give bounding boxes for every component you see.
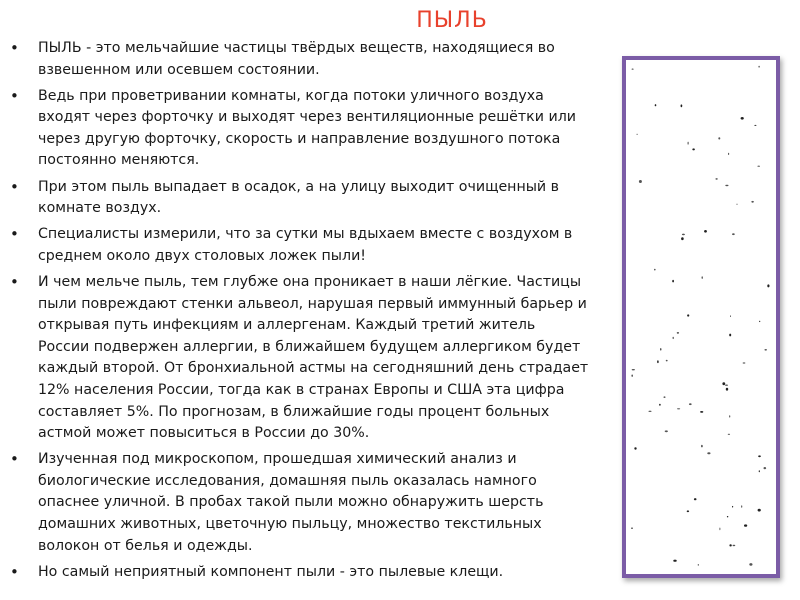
dust-speck [707, 452, 710, 454]
dust-speck [767, 284, 769, 287]
dust-speck [764, 349, 767, 351]
bullet-item: • При этом пыль выпадает в осадок, а на улицу выходит очищенный в комнате воздух. [10, 177, 590, 220]
dust-speck [637, 134, 638, 135]
dust-speck [681, 237, 684, 240]
dust-speck [741, 117, 744, 120]
dust-speck [722, 382, 725, 385]
dust-speck [665, 430, 668, 432]
dust-speck [754, 125, 756, 126]
slide-title [0, 8, 800, 33]
dust-speck [677, 332, 679, 333]
dust-speck [694, 498, 697, 500]
dust-speck [673, 337, 674, 339]
dust-speck [719, 528, 720, 531]
dust-speck [758, 509, 761, 512]
dust-speck [715, 178, 717, 180]
dust-speck [672, 280, 674, 283]
dust-speck [743, 362, 746, 363]
dust-particles-image [626, 60, 776, 574]
dust-speck [657, 360, 659, 363]
dust-speck [701, 445, 703, 448]
dust-speck [648, 411, 651, 412]
bullet-item: • Ведь при проветривании комнаты, когда потоки уличного воздуха входят через форточку и выходят через вентиляционные решётки или через другую форточку, скорость и направление воздушного потока постоянно меняются. [10, 86, 590, 172]
bullet-item: • Но самый неприятный компонент пыли - это пылевые клещи. [10, 562, 590, 584]
bullet-item: • Изученная под микроскопом, прошедшая химический анализ и биологические исследования, домашняя пыль оказалась намного опаснее уличной. В пробах такой пыли можно обнаружить шерсть домашних животных, цветочную пыльцу, множество текстильных волокон от белья и одежды. [10, 449, 590, 557]
dust-speck [702, 276, 703, 279]
dust-speck [733, 545, 736, 546]
slide-title-text: ПЫЛЬ [416, 8, 488, 33]
dust-speck [687, 314, 689, 316]
dust-speck [725, 385, 728, 386]
dust-speck [632, 369, 635, 370]
dust-speck [689, 403, 692, 405]
dust-speck [673, 560, 676, 562]
dust-speck [654, 269, 656, 271]
dust-speck [758, 66, 759, 68]
dust-speck [639, 180, 642, 183]
dust-speck [726, 388, 728, 391]
dust-speck [730, 316, 731, 317]
dust-speck [741, 505, 742, 508]
dust-speck [655, 104, 657, 106]
dust-speck [757, 166, 760, 167]
dust-speck [729, 415, 730, 417]
dust-speck [632, 69, 634, 70]
dust-speck [687, 510, 689, 512]
dust-speck [692, 148, 695, 150]
dust-speck [727, 516, 728, 517]
dust-speck [660, 348, 661, 351]
dust-speck [666, 360, 668, 362]
dust-speck [737, 204, 738, 205]
dust-speck [729, 544, 731, 546]
bullet-list [10, 38, 590, 588]
dust-speck [759, 470, 760, 472]
bullet-item: • И чем мельче пыль, тем глубже она проникает в наши лёгкие. Частицы пыли повреждают стенки альвеол, нарушая первый иммунный барьер и открывая путь инфекциям и аллергенам. Каждый третий житель России подвержен аллергии, в ближайшем будущем аллергиком будет каждый второй. От бронхиальной астмы на сегодняшний день страдает 12% населения России, тогда как в странах Европы и США эта цифра составляет 5%. По прогнозам, в ближайшие годы процент больных астмой может повыситься в России до 30%. [10, 272, 590, 445]
dust-image-frame [622, 56, 780, 578]
dust-speck [664, 397, 666, 398]
dust-speck [688, 142, 689, 145]
dust-speck [744, 524, 747, 526]
dust-speck [751, 201, 754, 203]
dust-speck [631, 528, 633, 529]
dust-speck [759, 321, 760, 322]
dust-speck [729, 334, 731, 337]
dust-speck [634, 447, 636, 449]
dust-speck [764, 467, 767, 469]
dust-speck [749, 563, 752, 566]
dust-speck [698, 564, 699, 566]
dust-speck [704, 230, 707, 233]
dust-speck [728, 434, 730, 435]
dust-speck [700, 411, 703, 413]
dust-speck [677, 408, 680, 409]
dust-speck [718, 137, 720, 139]
dust-speck [659, 404, 661, 406]
dust-speck [732, 506, 733, 508]
dust-speck [758, 455, 761, 457]
dust-speck [631, 375, 633, 377]
dust-speck [725, 185, 728, 186]
dust-speck [732, 233, 735, 235]
bullet-item: • ПЫЛЬ - это мельчайшие частицы твёрдых веществ, находящиеся во взвешенном или осевшем состоянии. [10, 38, 590, 81]
dust-speck [682, 234, 685, 236]
dust-speck [681, 104, 683, 107]
dust-speck [728, 153, 729, 155]
bullet-item: • Специалисты измерили, что за сутки мы вдыхаем вместе с воздухом в среднем около двух столовых ложек пыли! [10, 224, 590, 267]
